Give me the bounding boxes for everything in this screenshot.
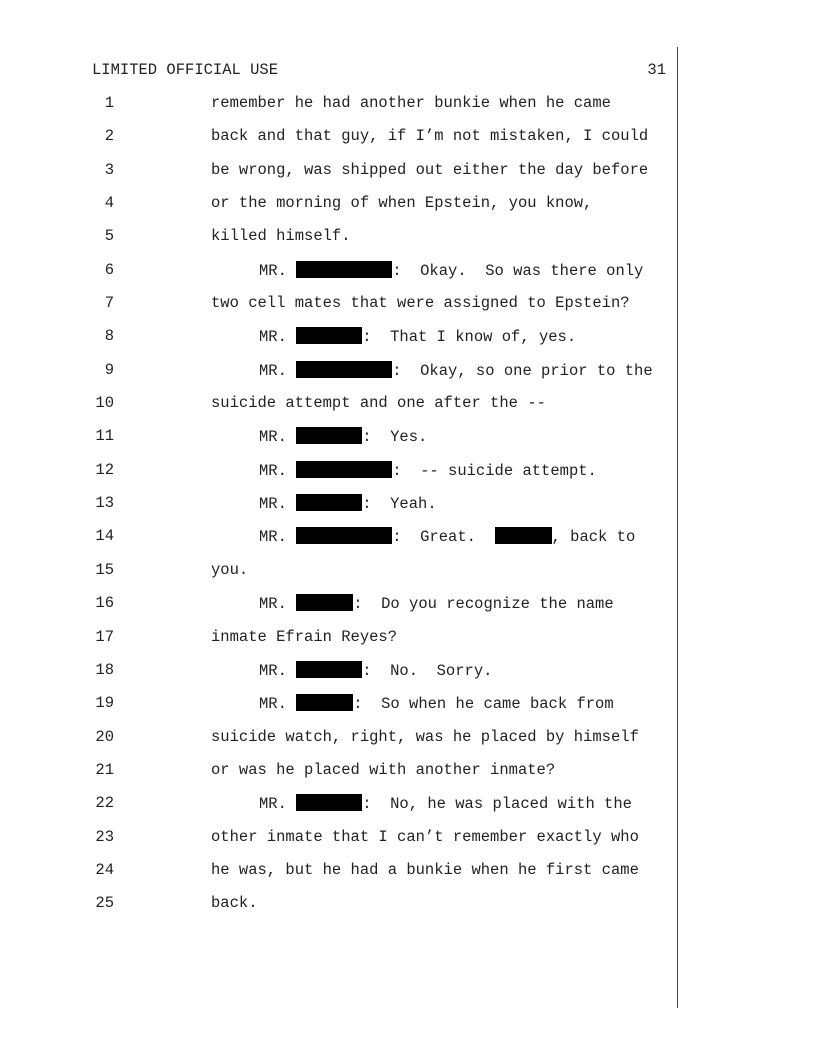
line-number: 5: [104, 227, 114, 246]
transcript-line: [0, 828, 816, 861]
text-segment: or the morning of when Epstein, you know,: [211, 194, 593, 213]
line-text: [211, 661, 492, 680]
text-segment: MR.: [259, 795, 297, 814]
line-text: [211, 94, 611, 112]
text-segment: back.: [211, 894, 258, 913]
text-segment: , back to: [551, 528, 636, 547]
line-number: 8: [104, 327, 114, 346]
transcript-line: [0, 794, 816, 827]
line-text: [211, 227, 351, 245]
transcript-line: [0, 194, 816, 227]
line-number: 23: [95, 827, 114, 846]
line-text: [211, 427, 427, 446]
line-text: [211, 327, 576, 346]
line-number: 18: [95, 660, 114, 679]
line-text: [211, 127, 648, 145]
line-number: 25: [95, 894, 114, 913]
transcript-line: [0, 661, 816, 694]
text-segment: other inmate that I can’t remember exactly who: [211, 827, 639, 846]
line-number: 4: [104, 194, 114, 213]
text-segment: MR.: [259, 261, 297, 280]
transcript-line: [0, 261, 816, 294]
text-segment: : No. Sorry.: [362, 661, 493, 680]
line-text: [211, 761, 555, 779]
text-segment: : No, he was placed with the: [362, 795, 632, 814]
text-segment: MR.: [259, 528, 297, 547]
line-number: 17: [95, 627, 114, 646]
page-number: 31: [647, 61, 666, 79]
transcript-line: [0, 861, 816, 894]
transcript-line: [0, 527, 816, 560]
line-text: [211, 261, 643, 280]
line-number: 14: [95, 527, 114, 546]
line-number: 10: [95, 394, 114, 413]
line-number: 7: [104, 294, 114, 313]
line-text: [211, 628, 397, 646]
line-text: [211, 561, 248, 579]
transcript-line: [0, 761, 816, 794]
text-segment: suicide watch, right, was he placed by himself: [211, 727, 639, 746]
line-text: [211, 494, 437, 513]
line-number: 16: [95, 594, 114, 613]
text-segment: : So when he came back from: [353, 695, 614, 714]
text-segment: inmate Efrain Reyes?: [211, 627, 398, 646]
redaction-box: [296, 327, 362, 344]
text-segment: two cell mates that were assigned to Epstein?: [211, 294, 630, 313]
line-text: [211, 361, 653, 380]
transcript-line: [0, 894, 816, 927]
line-text: [211, 728, 639, 746]
line-number: 12: [95, 460, 114, 479]
transcript-line: [0, 628, 816, 661]
transcript-line: [0, 494, 816, 527]
line-text: [211, 794, 632, 813]
text-segment: MR.: [259, 461, 297, 480]
transcript-line: [0, 427, 816, 460]
text-segment: you.: [211, 560, 249, 579]
text-segment: : Okay. So was there only: [392, 261, 644, 280]
redaction-box: [296, 527, 392, 544]
line-text: [211, 161, 648, 179]
redaction-box: [296, 461, 392, 478]
text-segment: : Great.: [392, 528, 495, 547]
line-text: [211, 594, 614, 613]
transcript-line: [0, 327, 816, 360]
transcript-line: [0, 461, 816, 494]
transcript-line: [0, 728, 816, 761]
text-segment: be wrong, was shipped out either the day before: [211, 160, 649, 179]
redaction-box: [296, 427, 362, 444]
text-segment: or was he placed with another inmate?: [211, 760, 556, 779]
text-segment: : Do you recognize the name: [353, 595, 614, 614]
transcript-line: [0, 694, 816, 727]
text-segment: : Yeah.: [362, 495, 437, 514]
line-text: [211, 828, 639, 846]
transcript-line: [0, 394, 816, 427]
redaction-box: [296, 261, 392, 278]
line-text: [211, 861, 639, 879]
redaction-box: [495, 527, 552, 544]
line-text: [211, 694, 614, 713]
line-number: 1: [104, 94, 114, 112]
text-segment: : Okay, so one prior to the: [392, 361, 653, 380]
line-number: 3: [104, 160, 114, 179]
line-text: [211, 394, 546, 412]
redaction-box: [296, 361, 392, 378]
line-number: 24: [95, 860, 114, 879]
redaction-box: [296, 594, 353, 611]
transcript-line: [0, 294, 816, 327]
transcript-line: [0, 361, 816, 394]
line-text: [211, 527, 635, 546]
line-text: [211, 894, 258, 912]
transcript-line: [0, 227, 816, 260]
classification-header: LIMITED OFFICIAL USE: [92, 61, 279, 79]
text-segment: back and that guy, if I’m not mistaken, I could: [211, 127, 649, 146]
transcript-lines: [0, 94, 816, 928]
text-segment: suicide attempt and one after the --: [211, 394, 546, 413]
text-segment: remember he had another bunkie when he came: [211, 94, 611, 112]
line-text: [211, 194, 592, 212]
line-number: 21: [95, 760, 114, 779]
transcript-line: [0, 94, 816, 127]
line-number: 6: [104, 260, 114, 279]
redaction-box: [296, 694, 353, 711]
text-segment: MR.: [259, 328, 297, 347]
redaction-box: [296, 661, 362, 678]
line-number: 11: [95, 427, 114, 446]
transcript-line: [0, 561, 816, 594]
text-segment: killed himself.: [211, 227, 351, 246]
transcript-line: [0, 161, 816, 194]
text-segment: MR.: [259, 361, 297, 380]
redaction-box: [296, 494, 362, 511]
text-segment: MR.: [259, 495, 297, 514]
line-number: 2: [104, 127, 114, 146]
text-segment: MR.: [259, 595, 297, 614]
text-segment: : That I know of, yes.: [362, 328, 577, 347]
text-segment: MR.: [259, 428, 297, 447]
line-text: [211, 461, 597, 480]
line-text: [211, 294, 630, 312]
transcript-line: [0, 594, 816, 627]
line-number: 19: [95, 694, 114, 713]
text-segment: : -- suicide attempt.: [392, 461, 597, 480]
text-segment: he was, but he had a bunkie when he first came: [211, 860, 639, 879]
line-number: 9: [104, 360, 114, 379]
line-number: 20: [95, 727, 114, 746]
redaction-box: [296, 794, 362, 811]
line-number: 22: [95, 794, 114, 813]
line-number: 15: [95, 560, 114, 579]
text-segment: : Yes.: [362, 428, 428, 447]
transcript-line: [0, 127, 816, 160]
text-segment: MR.: [259, 695, 297, 714]
text-segment: MR.: [259, 661, 297, 680]
line-number: 13: [95, 494, 114, 513]
